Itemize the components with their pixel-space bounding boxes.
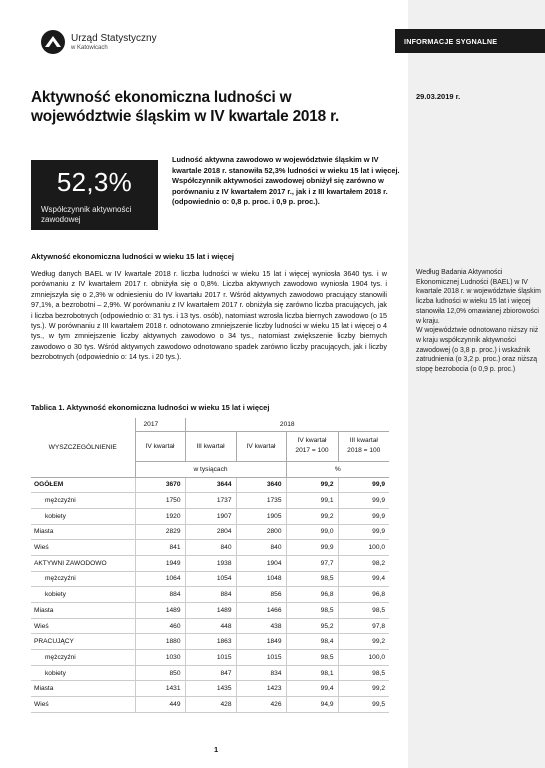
table-row xyxy=(31,571,389,587)
table-cell: 448 xyxy=(185,618,236,634)
column-header-q3-2018: III kwartał xyxy=(185,431,236,461)
table-row xyxy=(31,524,389,540)
row-label: mężczyźni xyxy=(31,571,135,587)
table-cell: 1489 xyxy=(185,603,236,619)
table-cell: 1431 xyxy=(135,681,185,697)
logo xyxy=(40,29,157,55)
row-label: OGÓŁEM xyxy=(31,477,135,493)
table-cell: 850 xyxy=(135,665,185,681)
column-header-q4-2017: IV kwartał xyxy=(135,431,185,461)
unit-percent: % xyxy=(286,461,389,477)
table-cell: 2804 xyxy=(185,524,236,540)
page-number: 1 xyxy=(214,745,219,754)
table-cell: 1030 xyxy=(135,650,185,666)
table-cell: 99,2 xyxy=(338,634,389,650)
logo-line-1: Urząd Statystyczny xyxy=(71,32,157,44)
table-cell: 99,0 xyxy=(286,524,338,540)
table-cell: 428 xyxy=(185,697,236,713)
page-title: Aktywność ekonomiczna ludności w województwie śląskim w IV kwartale 2018 r. xyxy=(31,89,340,125)
row-label: Miasta xyxy=(31,524,135,540)
table-row xyxy=(31,634,389,650)
table-row xyxy=(31,650,389,666)
table-cell: 1064 xyxy=(135,571,185,587)
key-stat-box xyxy=(31,160,158,230)
table-row xyxy=(31,665,389,681)
column-header-index-q4-2017 xyxy=(286,431,338,461)
table-cell: 98,2 xyxy=(338,555,389,571)
index-col-2-line-2: 2018 = 100 xyxy=(347,447,381,454)
row-label: Wieś xyxy=(31,540,135,556)
table-cell: 1750 xyxy=(135,493,185,509)
table-cell: 1904 xyxy=(236,555,286,571)
table-cell: 1938 xyxy=(185,555,236,571)
table-cell: 856 xyxy=(236,587,286,603)
table-cell: 94,9 xyxy=(286,697,338,713)
table-cell: 1949 xyxy=(135,555,185,571)
table-cell: 99,2 xyxy=(338,681,389,697)
data-table xyxy=(31,418,389,713)
row-label: Wieś xyxy=(31,618,135,634)
table-cell: 98,5 xyxy=(286,571,338,587)
table-row xyxy=(31,618,389,634)
table-cell: 841 xyxy=(135,540,185,556)
index-col-1-line-2: 2017 = 100 xyxy=(295,447,329,454)
table-cell: 99,4 xyxy=(286,681,338,697)
column-header-label: WYSZCZEGÓLNIENIE xyxy=(31,418,135,477)
row-label: Miasta xyxy=(31,603,135,619)
table-cell: 99,9 xyxy=(338,477,389,493)
table-cell: 2800 xyxy=(236,524,286,540)
table-title: Tablica 1. Aktywność ekonomiczna ludności w wieku 15 lat i więcej xyxy=(31,403,270,412)
table-cell: 96,8 xyxy=(338,587,389,603)
table-cell: 2829 xyxy=(135,524,185,540)
column-header-year-2018: 2018 xyxy=(185,418,389,431)
table-cell: 95,2 xyxy=(286,618,338,634)
table-cell: 1015 xyxy=(236,650,286,666)
table-cell: 884 xyxy=(135,587,185,603)
table-cell: 3640 xyxy=(236,477,286,493)
index-col-2-line-1: III kwartał xyxy=(349,437,378,444)
unit-thousands: w tysiącach xyxy=(135,461,286,477)
table-cell: 460 xyxy=(135,618,185,634)
row-label: mężczyźni xyxy=(31,493,135,509)
table-cell: 1863 xyxy=(185,634,236,650)
table-cell: 99,1 xyxy=(286,493,338,509)
table-row xyxy=(31,681,389,697)
key-stat-label: Współczynnik aktywności zawodowej xyxy=(41,205,132,224)
document-type-badge: INFORMACJE SYGNALNE xyxy=(395,29,545,53)
table-cell: 847 xyxy=(185,665,236,681)
row-label: PRACUJĄCY xyxy=(31,634,135,650)
table-cell: 426 xyxy=(236,697,286,713)
table-row xyxy=(31,587,389,603)
table-cell: 1907 xyxy=(185,508,236,524)
row-label: AKTYWNI ZAWODOWO xyxy=(31,555,135,571)
table-cell: 99,9 xyxy=(286,540,338,556)
table-cell: 3670 xyxy=(135,477,185,493)
table-cell: 99,9 xyxy=(338,508,389,524)
table-cell: 98,5 xyxy=(338,665,389,681)
table-cell: 1489 xyxy=(135,603,185,619)
table-cell: 98,5 xyxy=(286,650,338,666)
table-cell: 98,5 xyxy=(338,603,389,619)
index-col-1-line-1: IV kwartał xyxy=(297,437,327,444)
table-cell: 1905 xyxy=(236,508,286,524)
table-cell: 1735 xyxy=(236,493,286,509)
table-cell: 840 xyxy=(236,540,286,556)
side-note-paragraph-1: Według Badania Aktywności Ekonomicznej Ludności (BAEL) w IV kwartale 2018 r. w województwie śląskim liczba ludności w wieku 15 lat i więcej stanowiła 12,0% omawianej zbiorowości w kraju. xyxy=(416,269,541,325)
body-paragraph: Według danych BAEL w IV kwartale 2018 r. liczba ludności w wieku 15 lat i więcej wyniosła 3640 tys. i w porównaniu z IV kwartałem 2017 r. obniżyła się o 0,8%. Liczba aktywnych zawodowo wyniosła 1904 tys. i zmniejszyła się o 2,3% w odniesieniu do IV kwartału 2017 r. Wśród aktywnych zawodowo pracujący stanowili 97,1%, a bezrobotni – 2,9%. W porównaniu z IV kwartałem 2017 r. obniżyła się zarówno liczba pracujących, jak i liczba bezrobotnych (odpowiednio o: 31 tys. i 13 tys. osób), natomiast wzrosła liczba biernych zawodowo (o 15 tys.). W porównaniu z III kwartałem 2018 r. odnotowano zmniejszenie liczby ludności w wieku 15 lat i więcej o 4 tys., w tym zmniejszenie liczby aktywnych zawodowo o 34 tys., natomiast zwiększenie liczby biernych zawodowo o 30 tys. Wśród aktywnych zawodowo odnotowano spadek zarówno liczby pracujących, jak i liczby bezrobotnych (odpowiednio o: 14 tys. i 20 tys.). xyxy=(31,269,387,362)
table-cell: 1737 xyxy=(185,493,236,509)
table-row xyxy=(31,555,389,571)
table-row xyxy=(31,493,389,509)
publication-date: 29.03.2019 r. xyxy=(416,92,461,101)
table-row xyxy=(31,697,389,713)
side-note xyxy=(416,268,541,375)
table-cell: 1015 xyxy=(185,650,236,666)
table-cell: 3644 xyxy=(185,477,236,493)
table-cell: 99,5 xyxy=(338,697,389,713)
column-header-q4-2018: IV kwartał xyxy=(236,431,286,461)
table-cell: 99,9 xyxy=(338,524,389,540)
row-label: mężczyźni xyxy=(31,650,135,666)
table-cell: 840 xyxy=(185,540,236,556)
table-cell: 1048 xyxy=(236,571,286,587)
table-cell: 1435 xyxy=(185,681,236,697)
logo-line-2: w Katowicach xyxy=(71,44,108,51)
key-stat-value: 52,3% xyxy=(56,167,133,197)
table-cell: 98,5 xyxy=(286,603,338,619)
table-cell: 96,8 xyxy=(286,587,338,603)
table-cell: 1466 xyxy=(236,603,286,619)
table-cell: 1849 xyxy=(236,634,286,650)
table-cell: 99,2 xyxy=(286,508,338,524)
table-cell: 98,1 xyxy=(286,665,338,681)
table-cell: 99,2 xyxy=(286,477,338,493)
table-cell: 438 xyxy=(236,618,286,634)
table-cell: 97,7 xyxy=(286,555,338,571)
table-cell: 100,0 xyxy=(338,540,389,556)
table-cell: 1920 xyxy=(135,508,185,524)
table-cell: 99,9 xyxy=(338,493,389,509)
table-cell: 1880 xyxy=(135,634,185,650)
side-panel xyxy=(408,0,545,768)
section-heading: Aktywność ekonomiczna ludności w wieku 15 lat i więcej xyxy=(31,252,234,261)
table-cell: 884 xyxy=(185,587,236,603)
row-label: kobiety xyxy=(31,665,135,681)
row-label: Wieś xyxy=(31,697,135,713)
table-row xyxy=(31,540,389,556)
table-row xyxy=(31,508,389,524)
row-label: kobiety xyxy=(31,508,135,524)
side-note-paragraph-2: W województwie odnotowano niższy niż w kraju współczynnik aktywności zawodowej (o 3,8 p. proc.) i wskaźnik zatrudnienia (o 3,2 p. proc.) oraz niższą stopę bezrobocia (o 0,9 p. proc.) xyxy=(416,327,539,374)
table-cell: 99,4 xyxy=(338,571,389,587)
table-row xyxy=(31,477,389,493)
table-cell: 449 xyxy=(135,697,185,713)
table-cell: 834 xyxy=(236,665,286,681)
table-row xyxy=(31,603,389,619)
row-label: kobiety xyxy=(31,587,135,603)
row-label: Miasta xyxy=(31,681,135,697)
column-header-year-2017: 2017 xyxy=(135,418,185,431)
table-cell: 97,8 xyxy=(338,618,389,634)
statistics-office-logo-icon xyxy=(40,29,66,55)
table-cell: 1423 xyxy=(236,681,286,697)
table-cell: 1054 xyxy=(185,571,236,587)
column-header-index-q3-2018 xyxy=(338,431,389,461)
table-cell: 98,4 xyxy=(286,634,338,650)
lead-paragraph: Ludność aktywna zawodowo w województwie śląskim w IV kwartale 2018 r. stanowiła 52,3% ludności w wieku 15 lat i więcej. Współczynnik aktywności zawodowej obniżył się zarówno w porównaniu z IV kwartałem 2017 r., jak i z III kwartałem 2018 r. (odpowiednio o: 0,8 p. proc. i 0,9 p. proc.). xyxy=(172,155,400,206)
table-cell: 100,0 xyxy=(338,650,389,666)
